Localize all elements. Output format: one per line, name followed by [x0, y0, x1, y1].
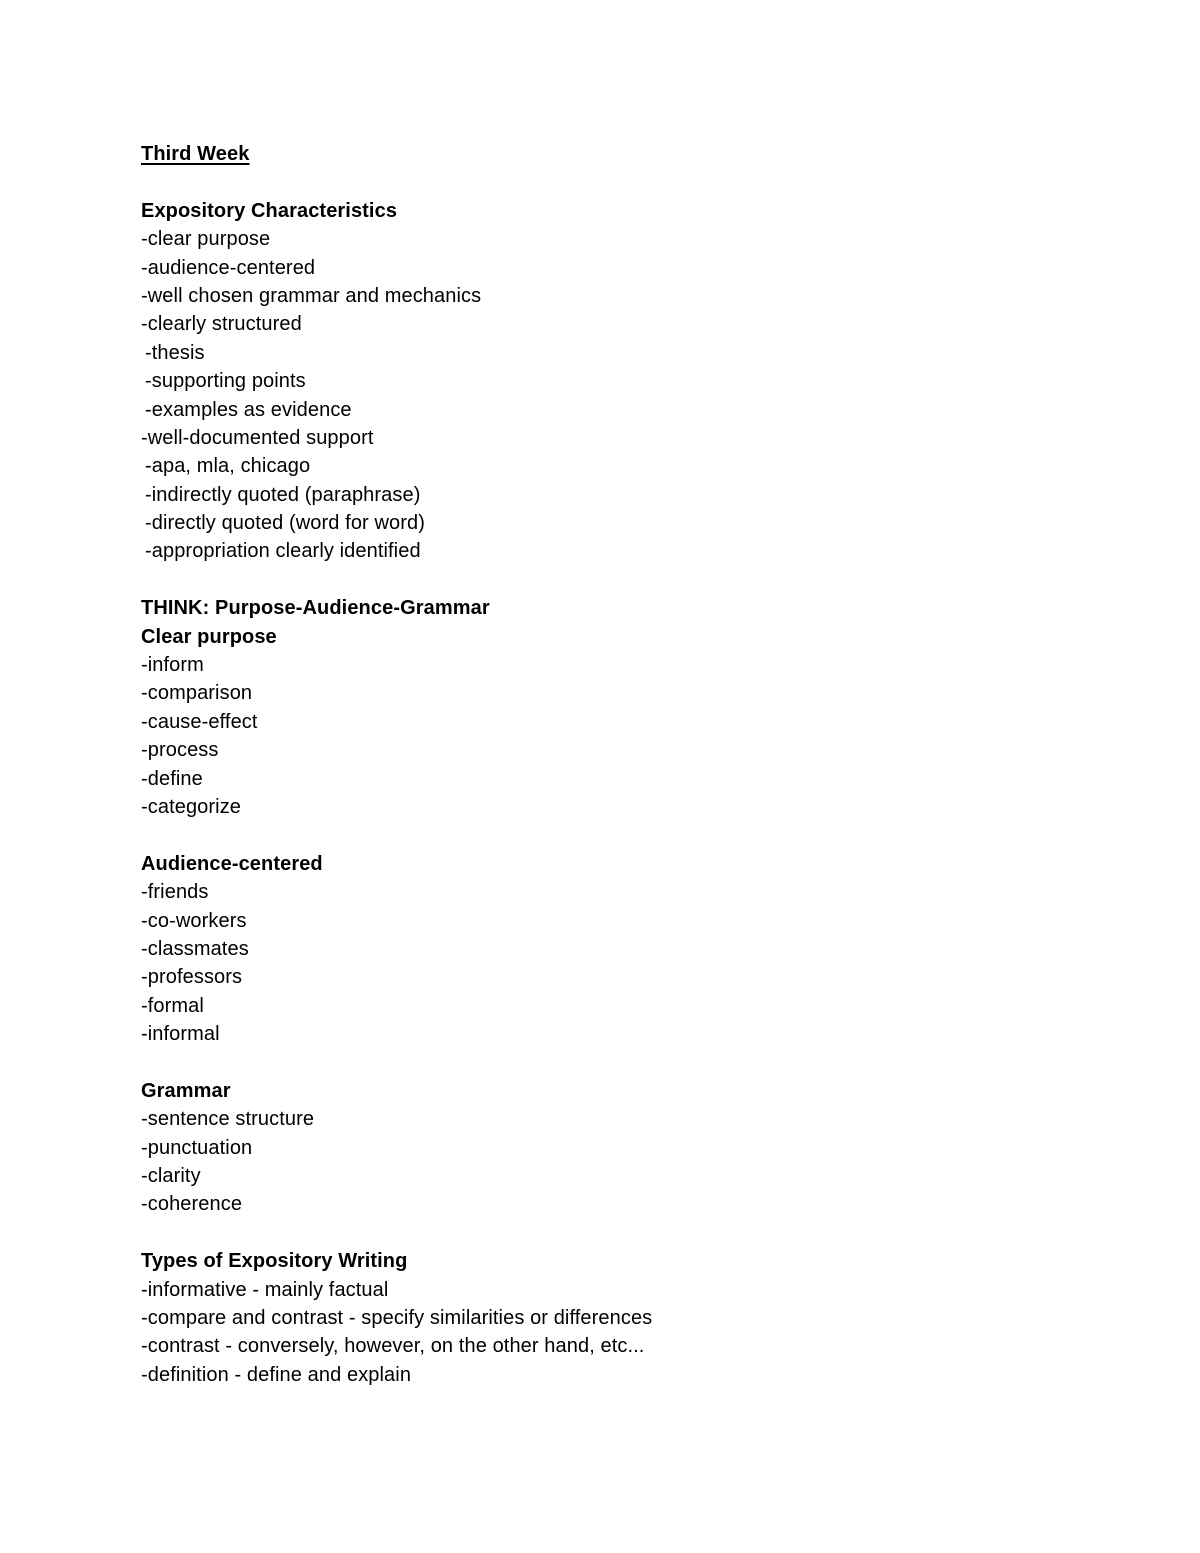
list-item: -contrast - conversely, however, on the other hand, etc... — [141, 1335, 645, 1358]
section-heading-characteristics: Expository Characteristics — [141, 199, 398, 222]
list-item: -clearly structured — [141, 313, 302, 336]
list-item: -clear purpose — [141, 228, 271, 251]
section-heading-grammar: Grammar — [141, 1079, 231, 1102]
section-heading-purpose: Clear purpose — [141, 625, 277, 648]
list-item: -informal — [141, 1023, 220, 1046]
list-item: -inform — [141, 654, 204, 677]
list-item: -clarity — [141, 1165, 201, 1188]
spacer — [141, 821, 1121, 849]
spacer — [141, 1219, 1121, 1247]
sub-list-item: -apa, mla, chicago — [145, 455, 311, 478]
list-item: -comparison — [141, 682, 253, 705]
list-item: -definition - define and explain — [141, 1363, 412, 1386]
list-item: -coherence — [141, 1193, 243, 1216]
sub-list-item: -examples as evidence — [145, 398, 352, 421]
list-item: -professors — [141, 966, 243, 989]
list-item: -sentence structure — [141, 1108, 315, 1131]
section-heading-think: THINK: Purpose-Audience-Grammar — [141, 597, 490, 620]
sub-list-item: -appropriation clearly identified — [145, 540, 421, 563]
document-title: Third Week — [141, 143, 250, 165]
list-item: -categorize — [141, 795, 242, 818]
list-item: -process — [141, 739, 219, 762]
list-item: -formal — [141, 994, 204, 1017]
list-item: -classmates — [141, 937, 249, 960]
list-item: -cause-effect — [141, 710, 258, 733]
sub-list-item: -directly quoted (word for word) — [145, 512, 425, 535]
list-item: -punctuation — [141, 1136, 253, 1159]
sub-list-item: -indirectly quoted (paraphrase) — [145, 483, 421, 506]
list-item: -well-documented support — [141, 426, 374, 449]
list-item: -friends — [141, 881, 209, 904]
spacer — [141, 168, 1121, 196]
list-item: -well chosen grammar and mechanics — [141, 284, 482, 307]
list-item: -co-workers — [141, 909, 247, 932]
spacer — [141, 566, 1121, 594]
section-heading-audience: Audience-centered — [141, 852, 323, 875]
document-page — [141, 140, 1121, 1389]
sub-list-item: -thesis — [145, 341, 205, 364]
list-item: -informative - mainly factual — [141, 1278, 389, 1301]
list-item: -compare and contrast - specify similarities or differences — [141, 1307, 653, 1330]
sub-list-item: -supporting points — [145, 370, 306, 393]
list-item: -define — [141, 767, 203, 790]
section-heading-types: Types of Expository Writing — [141, 1250, 408, 1273]
list-item: -audience-centered — [141, 256, 316, 279]
spacer — [141, 1049, 1121, 1077]
